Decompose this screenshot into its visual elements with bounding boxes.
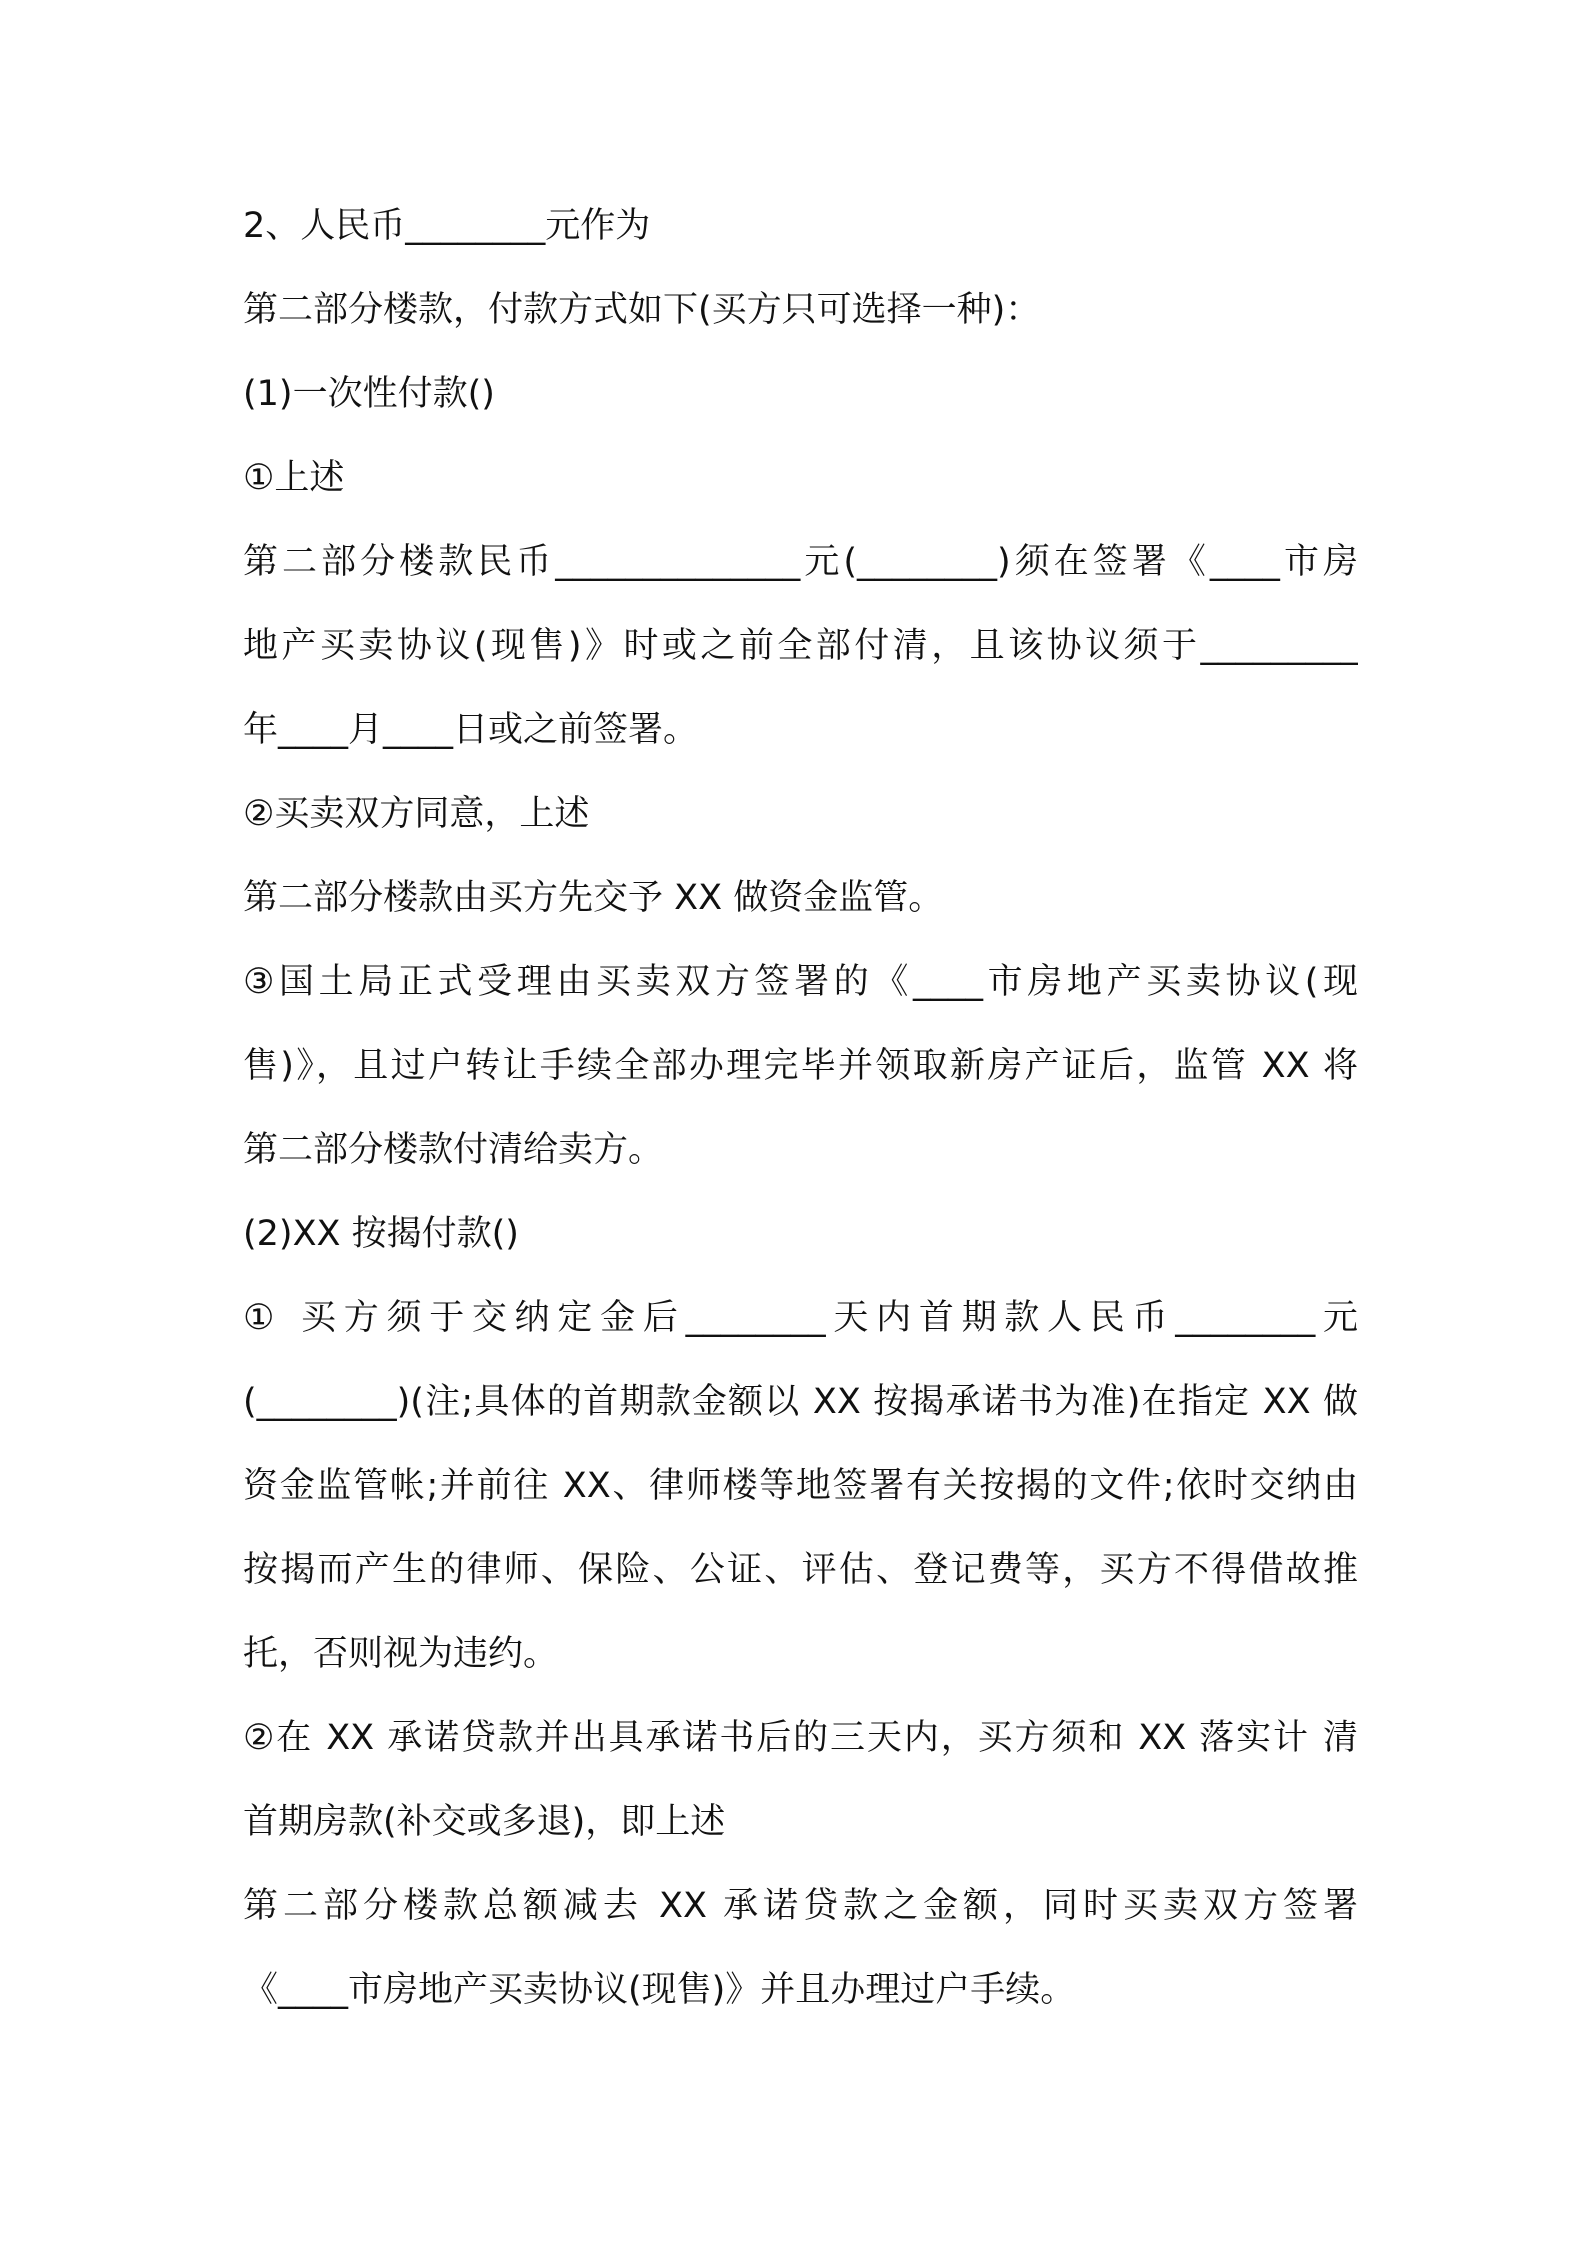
text-line: 托，否则视为违约。 bbox=[243, 1634, 559, 1674]
text-line: 第二部分楼款，付款方式如下(买方只可选择一种)： bbox=[243, 290, 1041, 330]
document-body bbox=[243, 200, 1358, 2048]
text-line: (1)一次性付款() bbox=[243, 374, 495, 414]
text-line: 第二部分楼款付清给卖方。 bbox=[243, 1130, 664, 1170]
text-line: ②买卖双方同意，上述 bbox=[243, 794, 590, 834]
text-line: 第二部分楼款民币______________元(________)须在签署《____市房 bbox=[243, 542, 1358, 582]
text-line: ②在 XX 承诺贷款并出具承诺书后的三天内，买方须和 XX 落实计 清 bbox=[243, 1718, 1358, 1758]
text-line: 《____市房地产买卖协议(现售)》并且办理过户手续。 bbox=[243, 1970, 1076, 2010]
text-line: 地产买卖协议(现售)》时或之前全部付清，且该协议须于_________ bbox=[243, 626, 1358, 666]
text-line: 按揭而产生的律师、保险、公证、评估、登记费等，买方不得借故推 bbox=[243, 1550, 1358, 1590]
text-line: 首期房款(补交或多退)，即上述 bbox=[243, 1802, 726, 1842]
text-line: 2、人民币________元作为 bbox=[243, 206, 651, 246]
text-line: 年____月____日或之前签署。 bbox=[243, 710, 699, 750]
text-line: (2)XX 按揭付款() bbox=[243, 1214, 519, 1254]
text-line: ① 买方须于交纳定金后________天内首期款人民币________元 bbox=[243, 1298, 1358, 1338]
text-line: ③国土局正式受理由买卖双方签署的《____市房地产买卖协议(现 bbox=[243, 962, 1358, 1002]
text-line: ①上述 bbox=[243, 458, 345, 498]
text-line: 售)》，且过户转让手续全部办理完毕并领取新房产证后，监管 XX 将 bbox=[243, 1046, 1358, 1086]
text-line: 第二部分楼款由买方先交予 XX 做资金监管。 bbox=[243, 878, 944, 918]
text-line: 第二部分楼款总额减去 XX 承诺贷款之金额，同时买卖双方签署 bbox=[243, 1886, 1358, 1926]
text-line: 资金监管帐;并前往 XX、律师楼等地签署有关按揭的文件;依时交纳由 bbox=[243, 1466, 1358, 1506]
text-line: (________)(注;具体的首期款金额以 XX 按揭承诺书为准)在指定 XX 做 bbox=[243, 1382, 1358, 1422]
